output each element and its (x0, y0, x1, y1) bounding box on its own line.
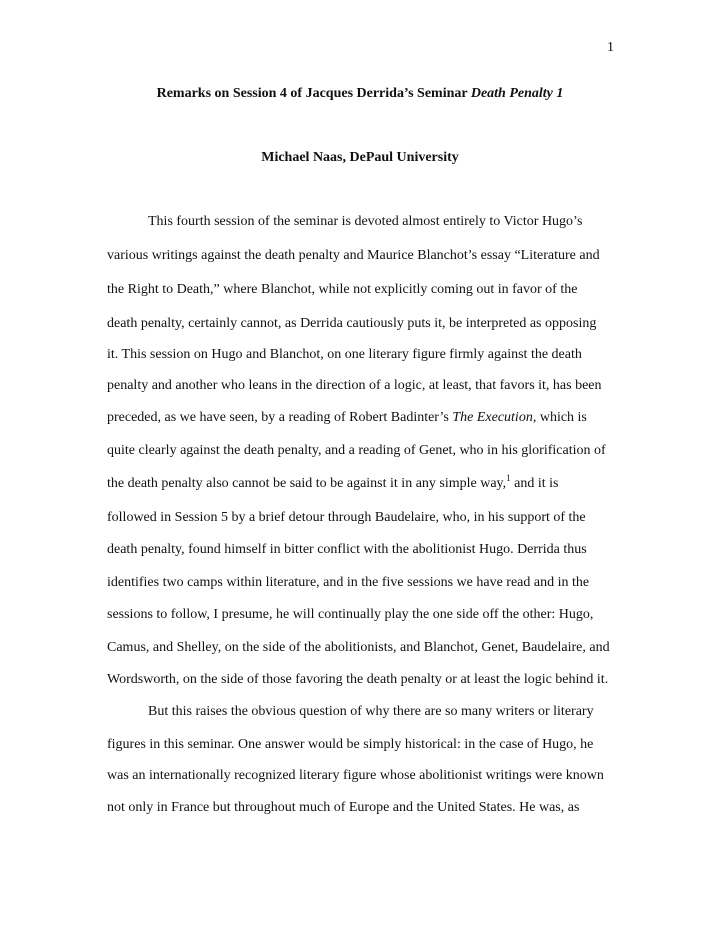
body-line: penalty and another who leans in the direction of a logic, at least, that favors it, has been (107, 378, 602, 393)
footnote-marker[interactable]: 1 (506, 473, 511, 483)
page-number: 1 (607, 40, 614, 55)
body-line: death penalty, certainly cannot, as Derrida cautiously puts it, be interpreted as opposing (107, 316, 597, 331)
body-line: But this raises the obvious question of why there are so many writers or literary (148, 704, 594, 719)
author-line: Michael Naas, DePaul University (261, 150, 459, 165)
body-text: , which is (532, 410, 587, 425)
book-title: The Execution (452, 410, 533, 425)
body-line: the Right to Death,” where Blanchot, while not explicitly coming out in favor of the (107, 282, 578, 297)
body-text: the death penalty also cannot be said to be against it in any simple way, (107, 476, 507, 491)
body-line (107, 473, 559, 492)
title-text: Remarks on Session 4 of Jacques Derrida’s Seminar (156, 86, 471, 101)
body-line: Camus, and Shelley, on the side of the abolitionists, and Blanchot, Genet, Baudelaire, and (107, 640, 610, 655)
body-line: Wordsworth, on the side of those favoring the death penalty or at least the logic behind it. (107, 672, 609, 687)
body-line: death penalty, found himself in bitter conflict with the abolitionist Hugo. Derrida thus (107, 542, 587, 557)
body-line: This fourth session of the seminar is devoted almost entirely to Victor Hugo’s (148, 214, 583, 229)
body-line: various writings against the death penalty and Maurice Blanchot’s essay “Literature and (107, 248, 600, 263)
title-italic: Death Penalty 1 (470, 86, 564, 101)
body-line: quite clearly against the death penalty, and a reading of Genet, who in his glorification of (107, 443, 606, 458)
body-line: was an internationally recognized literary figure whose abolitionist writings were known (107, 768, 604, 783)
body-line: followed in Session 5 by a brief detour through Baudelaire, who, in his support of the (107, 510, 586, 525)
body-line: it. This session on Hugo and Blanchot, on one literary figure firmly against the death (107, 347, 582, 362)
document-title (0, 86, 720, 102)
body-line: identifies two camps within literature, and in the five sessions we have read and in the (107, 575, 590, 590)
body-text: and it is (510, 476, 559, 491)
body-line (107, 410, 587, 426)
body-line: not only in France but throughout much of Europe and the United States. He was, as (107, 800, 580, 815)
body-line: figures in this seminar. One answer would be simply historical: in the case of Hugo, he (107, 737, 594, 752)
body-text: preceded, as we have seen, by a reading of Robert Badinter’s (107, 410, 453, 425)
body-line: sessions to follow, I presume, he will continually play the one side off the other: Hugo, (107, 607, 594, 622)
